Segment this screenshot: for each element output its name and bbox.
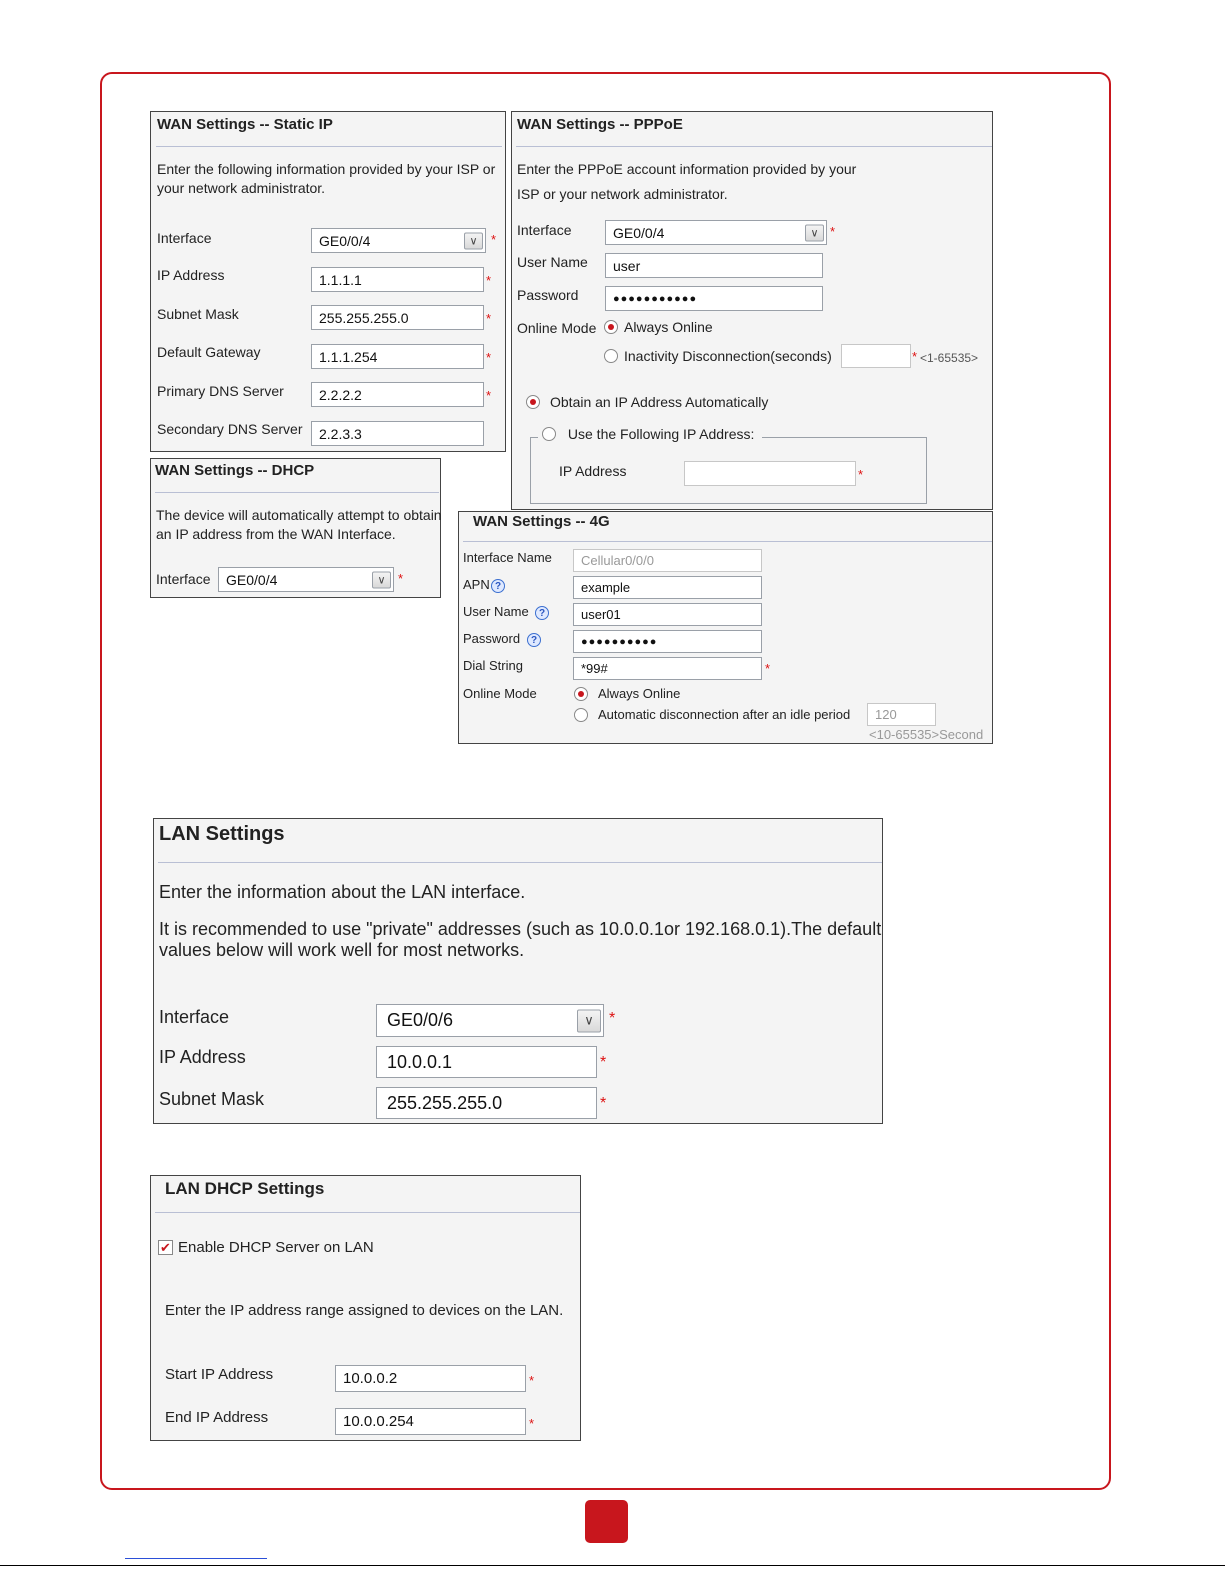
ip-address-input[interactable]: 1.1.1.1 (311, 267, 484, 292)
divider (516, 146, 992, 147)
lan-dhcp-panel (150, 1175, 581, 1441)
interface-name-label: Interface Name (463, 550, 552, 565)
required-mark: * (486, 273, 492, 288)
required-mark: * (600, 1054, 607, 1071)
password-input[interactable]: ●●●●●●●●●● (573, 630, 762, 653)
interface-value: GE0/0/4 (226, 571, 278, 588)
inactivity-label: Inactivity Disconnection(seconds) (624, 348, 832, 364)
interface-value: GE0/0/4 (319, 232, 371, 249)
interface-value: GE0/0/6 (387, 1010, 454, 1030)
enable-dhcp-checkbox[interactable]: ✔ (158, 1240, 173, 1255)
wan-dhcp-title: WAN Settings -- DHCP (155, 462, 315, 479)
ip-address-label: IP Address (159, 1047, 246, 1067)
password-label: Password (463, 631, 521, 646)
always-online-label: Always Online (598, 686, 681, 701)
end-ip-input[interactable]: 10.0.0.254 (335, 1408, 526, 1435)
default-gateway-input[interactable]: 1.1.1.254 (311, 344, 484, 369)
online-mode-label: Online Mode (517, 320, 597, 336)
auto-disconnect-radio[interactable] (574, 708, 588, 722)
start-ip-label: Start IP Address (165, 1366, 274, 1383)
required-mark: * (765, 661, 771, 676)
online-mode-label: Online Mode (463, 686, 537, 701)
wan-pppoe-title: WAN Settings -- PPPoE (517, 116, 683, 133)
interface-select[interactable] (605, 220, 827, 245)
required-mark: * (600, 1095, 607, 1112)
auto-disconnect-label: Automatic disconnection after an idle period (598, 707, 851, 722)
apn-input[interactable]: example (573, 576, 762, 599)
required-mark: * (486, 311, 492, 326)
secondary-dns-input[interactable]: 2.2.3.3 (311, 421, 484, 446)
use-following-radio[interactable] (542, 427, 556, 441)
wan-4g-panel (458, 511, 993, 744)
footer-link-underline (125, 1558, 267, 1559)
inactivity-input[interactable] (841, 344, 911, 368)
required-mark: * (486, 350, 492, 365)
lan-recommendation: It is recommended to use "private" addresses (such as 10.0.0.1or 192.168.0.1).The default (159, 919, 882, 939)
password-input[interactable]: ●●●●●●●●●●● (605, 286, 823, 311)
idle-period-input[interactable]: 120 (867, 703, 936, 726)
primary-dns-input[interactable]: 2.2.2.2 (311, 382, 484, 407)
divider (155, 1212, 580, 1213)
obtain-auto-label: Obtain an IP Address Automatically (550, 394, 769, 410)
dial-string-label: Dial String (463, 658, 523, 673)
divider (156, 146, 502, 147)
required-mark: * (491, 232, 497, 247)
required-mark: * (529, 1373, 535, 1388)
footer-rule (0, 1565, 1225, 1566)
chevron-down-icon[interactable]: ∨ (464, 232, 483, 249)
interface-select[interactable] (311, 228, 486, 253)
static-ip-legend (538, 426, 762, 442)
ip-address-label: IP Address (559, 463, 627, 479)
interface-label: Interface (159, 1007, 230, 1027)
ip-address-input[interactable] (684, 461, 856, 486)
help-icon[interactable]: ? (535, 606, 549, 620)
page-marker (585, 1500, 628, 1543)
divider (463, 541, 992, 542)
interface-value: GE0/0/4 (613, 224, 665, 241)
interface-name-input: Cellular0/0/0 (573, 549, 762, 572)
idle-range: <10-65535>Second (869, 727, 984, 742)
interface-select[interactable] (376, 1004, 604, 1037)
wan-dhcp-intro: The device will automatically attempt to obtain (156, 507, 442, 523)
lan-recommendation-2: values below will work well for most networks. (159, 940, 525, 960)
username-label: User Name (517, 254, 588, 270)
secondary-dns-label: Secondary DNS Server (157, 421, 303, 437)
wan-static-intro-2: your network administrator. (157, 180, 326, 196)
ip-address-input[interactable]: 10.0.0.1 (376, 1046, 597, 1078)
subnet-mask-label: Subnet Mask (157, 306, 239, 322)
help-icon[interactable]: ? (491, 579, 505, 593)
username-input[interactable]: user (605, 253, 823, 278)
lan-settings-panel (153, 818, 883, 1124)
username-label: User Name (463, 604, 529, 619)
subnet-mask-input[interactable]: 255.255.255.0 (311, 305, 484, 330)
chevron-down-icon[interactable]: ∨ (372, 571, 391, 588)
subnet-mask-input[interactable]: 255.255.255.0 (376, 1087, 597, 1119)
end-ip-label: End IP Address (165, 1409, 269, 1426)
required-mark: * (398, 571, 404, 586)
interface-select[interactable] (218, 567, 394, 592)
use-following-label: Use the Following IP Address: (567, 426, 755, 442)
always-online-radio[interactable] (604, 320, 618, 334)
default-gateway-label: Default Gateway (157, 344, 261, 360)
start-ip-input[interactable]: 10.0.0.2 (335, 1365, 526, 1392)
ip-address-label: IP Address (157, 267, 225, 283)
lan-dhcp-title: LAN DHCP Settings (165, 1179, 325, 1198)
interface-label: Interface (517, 222, 572, 238)
divider (155, 492, 439, 493)
required-mark: * (486, 388, 492, 403)
wan-static-title: WAN Settings -- Static IP (157, 116, 333, 133)
required-mark: * (912, 349, 918, 364)
required-mark: * (609, 1010, 616, 1027)
wan-pppoe-intro-2: ISP or your network administrator. (517, 186, 728, 202)
wan-pppoe-intro: Enter the PPPoE account information provided by your (517, 161, 857, 177)
dial-string-input[interactable]: *99# (573, 657, 762, 680)
always-online-label: Always Online (624, 319, 713, 335)
wan-static-intro: Enter the following information provided by your ISP or (157, 161, 496, 177)
help-icon[interactable]: ? (527, 633, 541, 647)
divider (158, 862, 882, 863)
inactivity-range: <1-65535> (920, 351, 979, 365)
lan-settings-title: LAN Settings (159, 823, 285, 845)
interface-label: Interface (157, 230, 212, 246)
interface-label: Interface (156, 571, 211, 587)
wan-4g-title: WAN Settings -- 4G (473, 513, 610, 530)
primary-dns-label: Primary DNS Server (157, 383, 284, 399)
wan-pppoe-panel (511, 111, 993, 510)
chevron-down-icon[interactable]: ∨ (805, 224, 824, 241)
wan-dhcp-intro-2: an IP address from the WAN Interface. (156, 526, 396, 542)
password-label: Password (517, 287, 579, 303)
lan-dhcp-intro: Enter the IP address range assigned to devices on the LAN. (165, 1302, 564, 1319)
wan-static-panel (150, 111, 506, 452)
required-mark: * (858, 467, 864, 482)
required-mark: * (830, 224, 836, 239)
subnet-mask-label: Subnet Mask (159, 1089, 265, 1109)
lan-intro: Enter the information about the LAN interface. (159, 882, 526, 902)
inactivity-radio[interactable] (604, 349, 618, 363)
always-online-radio[interactable] (574, 687, 588, 701)
chevron-down-icon[interactable]: ∨ (577, 1009, 601, 1032)
obtain-auto-radio[interactable] (526, 395, 540, 409)
wan-dhcp-panel (150, 458, 441, 598)
username-input[interactable]: user01 (573, 603, 762, 626)
apn-label: APN (463, 577, 490, 592)
enable-dhcp-label: Enable DHCP Server on LAN (178, 1239, 374, 1256)
required-mark: * (529, 1416, 535, 1431)
